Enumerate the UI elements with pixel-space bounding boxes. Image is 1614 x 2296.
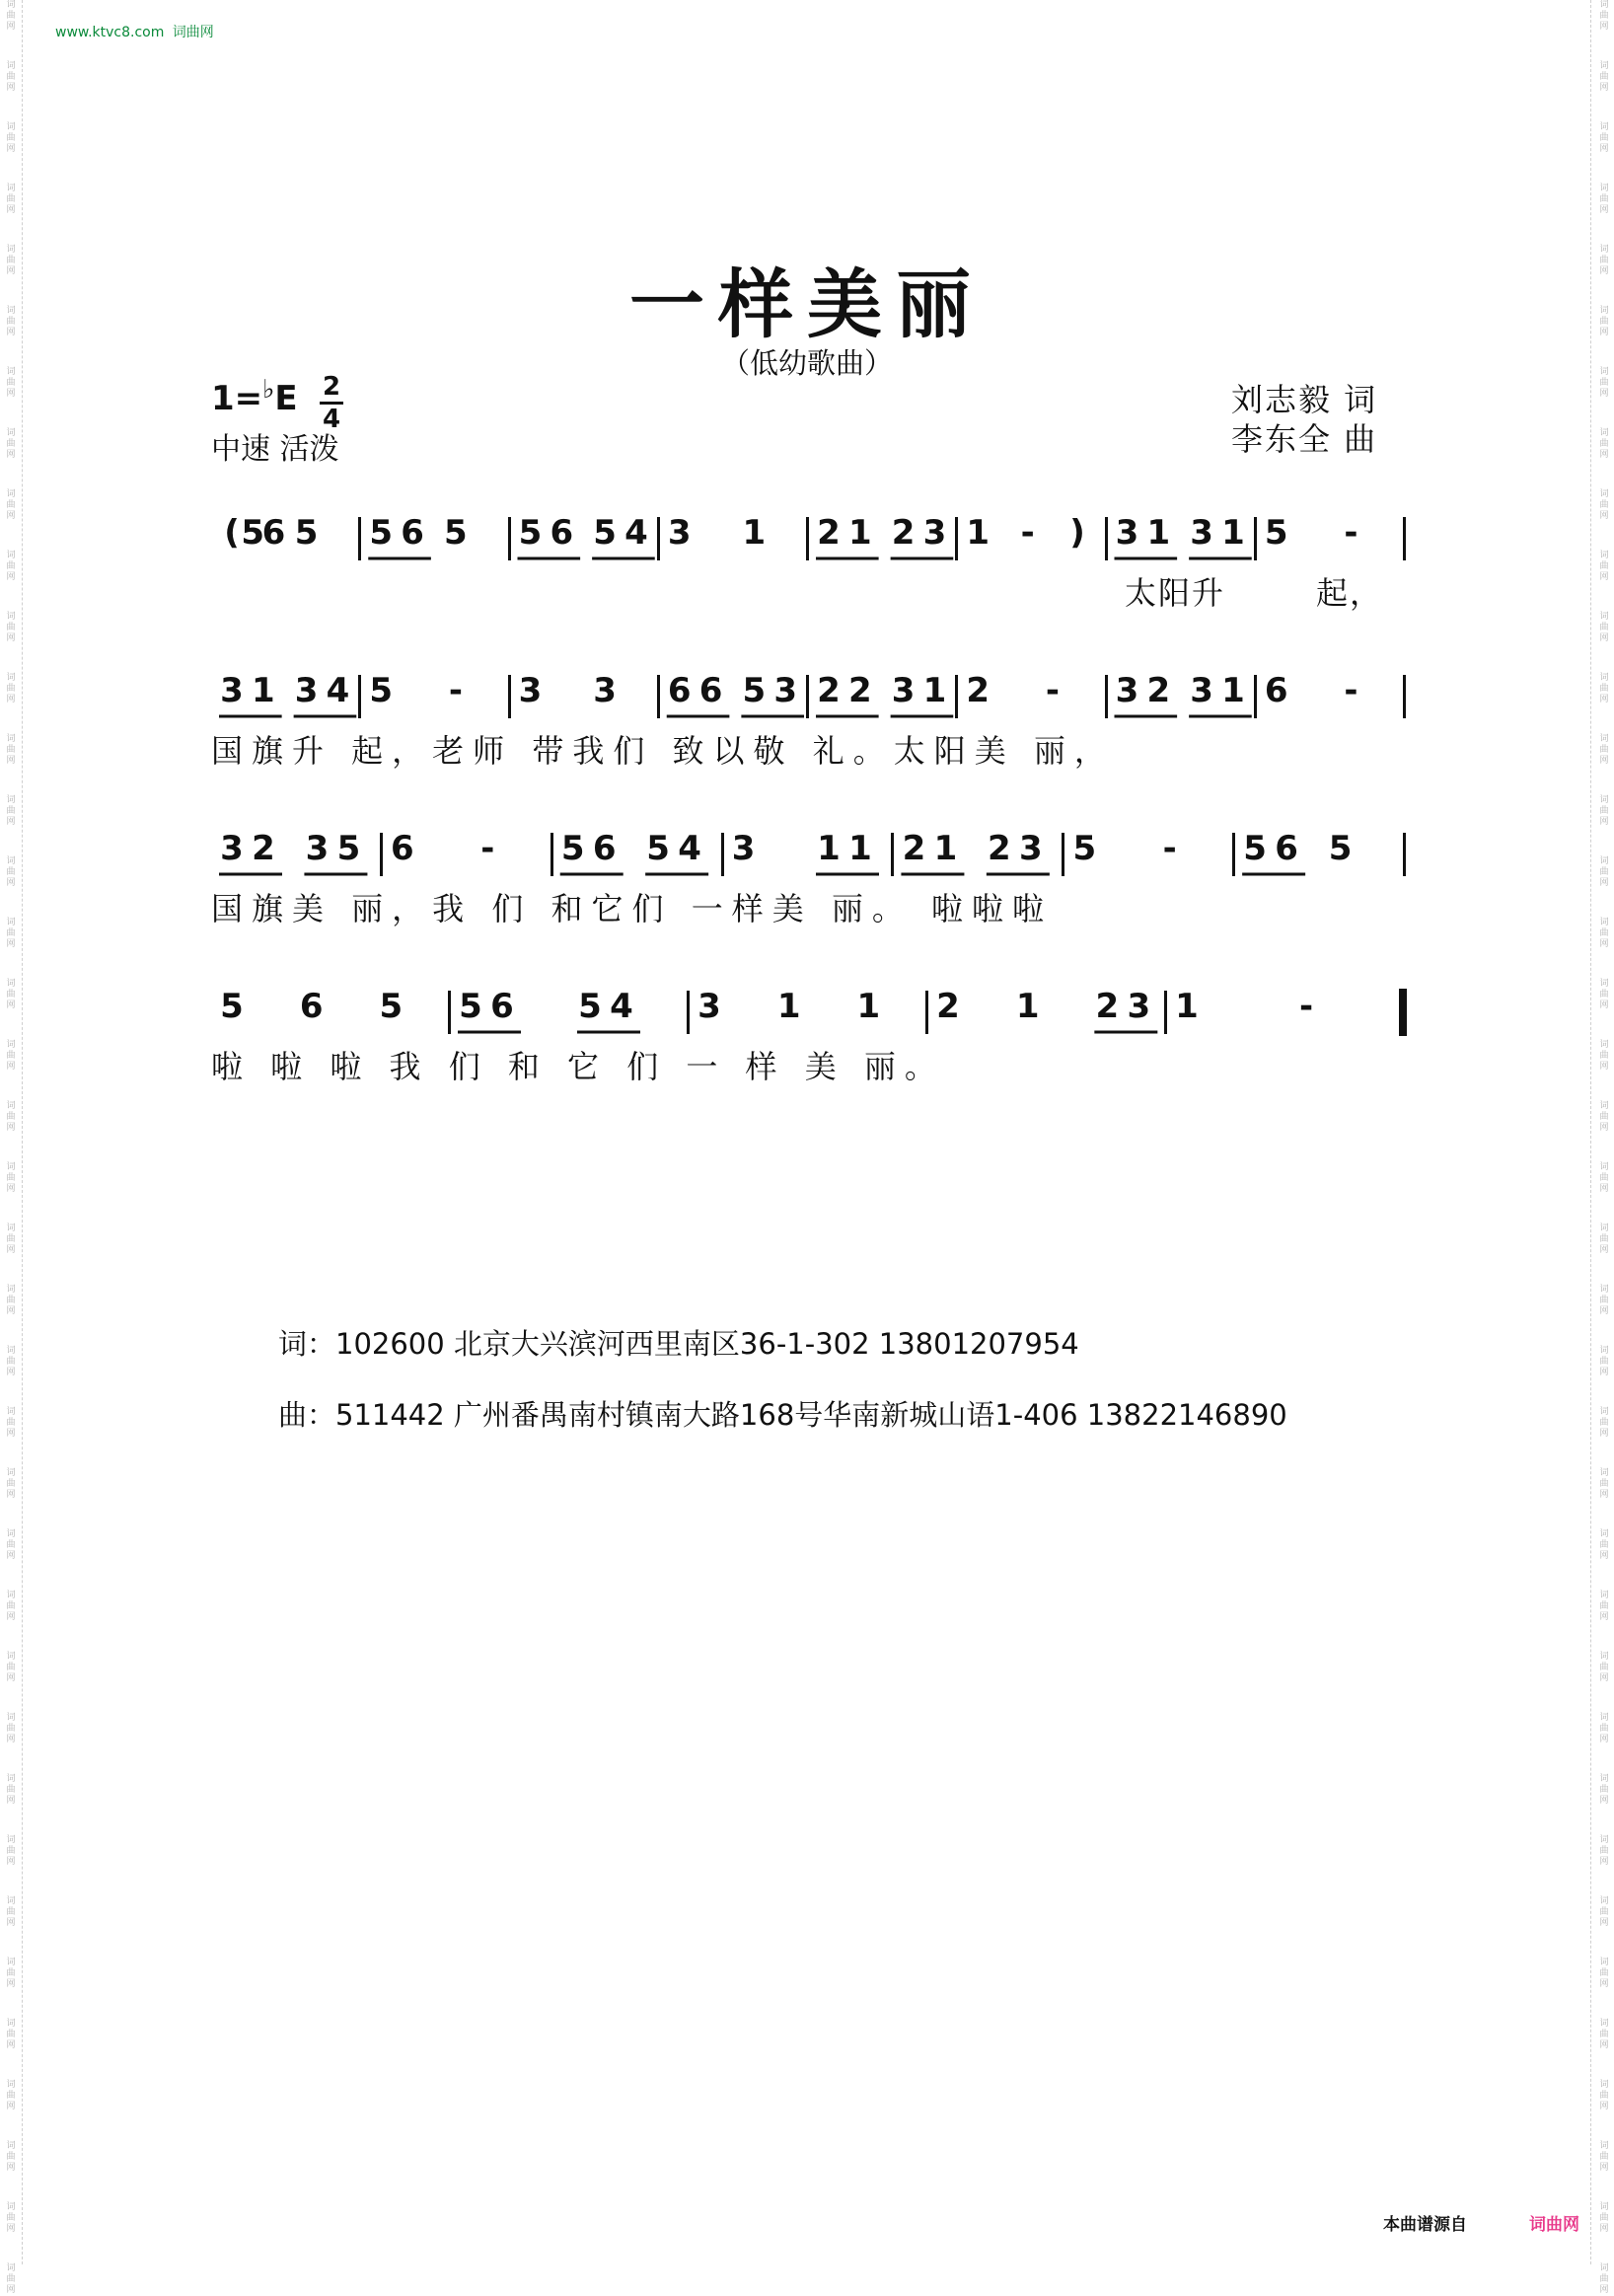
side-watermark: 词 曲 网 (6, 184, 16, 215)
side-watermark: 词 曲 网 (6, 1407, 16, 1439)
bar-line (1403, 833, 1406, 876)
side-watermark: 词 曲 网 (6, 245, 16, 276)
side-watermark: 词 曲 网 (6, 1958, 16, 1989)
side-watermark: 词 曲 网 (6, 1346, 16, 1377)
side-watermark: 词 曲 网 (1599, 2202, 1609, 2234)
note-glyph: 3 (731, 829, 756, 868)
note-glyph: 3 (667, 513, 692, 553)
note-glyph: 6 (592, 829, 617, 868)
note-glyph: 5 (1072, 829, 1097, 868)
side-watermark: 词 曲 网 (1599, 1101, 1609, 1133)
note-glyph: 1 (1015, 987, 1040, 1026)
side-watermark: 词 曲 网 (1599, 1591, 1609, 1622)
side-watermark: 词 曲 网 (6, 734, 16, 766)
note-glyph: 3 (294, 671, 319, 710)
lyric-text: 啦 啦 啦 我 们 和 它 们 一 样 美 丽。 (211, 1048, 945, 1085)
side-watermark: 词 曲 网 (6, 1223, 16, 1255)
final-bar-line (1399, 989, 1407, 1036)
side-watermark: 词 曲 网 (1599, 489, 1609, 521)
note-glyph: 5 (220, 987, 244, 1026)
lyricist-contact: 词：102600 北京大兴滨河西里南区36-1-302 13801207954 (278, 1327, 1079, 1361)
side-watermark: 词 曲 网 (6, 2080, 16, 2111)
note-glyph: 3 (891, 671, 916, 710)
side-watermark: 词 曲 网 (1599, 184, 1609, 215)
side-watermark: 词 曲 网 (6, 1896, 16, 1928)
bar-line (358, 517, 361, 560)
side-watermark: 词 曲 网 (6, 306, 16, 337)
side-watermark: 词 曲 网 (1599, 551, 1609, 582)
note-glyph: 3 (1190, 513, 1213, 553)
note-glyph: 4 (678, 829, 701, 868)
note-glyph: 5 (379, 987, 404, 1026)
note-glyph: 5 (459, 987, 482, 1026)
side-watermark: 词 曲 网 (1599, 2263, 1609, 2295)
note-glyph: 2 (817, 513, 841, 553)
note-glyph: 2 (1095, 987, 1120, 1026)
side-watermark: 词 曲 网 (6, 489, 16, 521)
note-glyph: 5 (1328, 829, 1353, 868)
side-watermark: 词 曲 网 (1599, 2141, 1609, 2173)
lyric-text: 国旗升 起，老师 带我们 致以敬 礼。太阳美 丽， (211, 732, 1115, 770)
note-glyph: - (480, 829, 495, 868)
bar-line (687, 991, 690, 1034)
note-glyph: 3 (922, 513, 947, 553)
note-glyph: 6 (490, 987, 514, 1026)
side-watermark: 词 曲 网 (6, 122, 16, 154)
note-glyph: 1 (776, 987, 801, 1026)
side-watermark: 词 曲 网 (1599, 306, 1609, 337)
side-watermark: 词 曲 网 (1599, 0, 1609, 32)
footer-source: 本曲谱源自 (1383, 2215, 1467, 2235)
side-watermark: 词 曲 网 (1599, 1162, 1609, 1194)
side-watermark: 词 曲 网 (6, 1652, 16, 1683)
note-glyph: - (1344, 671, 1358, 710)
side-watermark: 词 曲 网 (1599, 1529, 1609, 1561)
note-glyph: 5 (742, 671, 767, 710)
note-glyph: 2 (988, 829, 1011, 868)
side-watermark: 词 曲 网 (1599, 1896, 1609, 1928)
song-subtitle: （低幼歌曲） (720, 346, 893, 380)
side-watermark: 词 曲 网 (1599, 1835, 1609, 1867)
note-glyph: 3 (220, 829, 244, 868)
bar-line (1164, 991, 1167, 1034)
side-watermark: 词 曲 网 (1599, 1223, 1609, 1255)
side-watermark: 词 曲 网 (6, 979, 16, 1010)
side-watermark: 词 曲 网 (6, 2202, 16, 2234)
side-watermark: 词 曲 网 (1599, 245, 1609, 276)
side-watermark: 词 曲 网 (6, 612, 16, 643)
bar-line (1403, 517, 1406, 560)
side-watermark: 词 曲 网 (1599, 1285, 1609, 1316)
side-watermark: 词 曲 网 (1599, 61, 1609, 93)
note-glyph: 2 (252, 829, 275, 868)
note-glyph: 1 (1175, 987, 1199, 1026)
side-watermark: 词 曲 网 (1599, 1407, 1609, 1439)
side-watermark: 词 曲 网 (1599, 734, 1609, 766)
note-glyph: 6 (401, 513, 424, 553)
note-glyph: 3 (773, 671, 798, 710)
side-watermark: 词 曲 网 (1599, 1040, 1609, 1072)
note-glyph: 3 (1115, 513, 1139, 553)
note-glyph: 5 (1243, 829, 1267, 868)
note-glyph: ) (1069, 513, 1085, 553)
time-top: 2 (322, 372, 341, 402)
lyric-text: 起， (1316, 574, 1384, 612)
side-watermark: 词 曲 网 (6, 856, 16, 888)
bar-line (1232, 833, 1235, 876)
bar-line (721, 833, 724, 876)
bar-line (806, 517, 809, 560)
note-glyph: 6 (261, 513, 286, 553)
site-name[interactable]: 词曲网 (172, 25, 214, 40)
key-letter: E (274, 379, 298, 418)
note-glyph: - (1045, 671, 1060, 710)
side-watermark: 词 曲 网 (1599, 856, 1609, 888)
side-watermark: 词 曲 网 (6, 1835, 16, 1867)
bar-line (448, 991, 451, 1034)
note-glyph: 1 (856, 987, 881, 1026)
note-glyph: 6 (299, 987, 324, 1026)
side-watermark: 词 曲 网 (1599, 1346, 1609, 1377)
note-glyph: 2 (1146, 671, 1171, 710)
side-watermark: 词 曲 网 (1599, 2080, 1609, 2111)
note-glyph: - (1298, 987, 1314, 1026)
side-watermark: 词 曲 网 (1599, 1774, 1609, 1806)
side-watermark: 词 曲 网 (6, 918, 16, 949)
note-glyph: 2 (891, 513, 916, 553)
bar-line (550, 833, 553, 876)
bar-line (925, 991, 928, 1034)
side-watermark: 词 曲 网 (6, 2019, 16, 2050)
bar-line (806, 675, 809, 718)
note-glyph: 5 (578, 987, 602, 1026)
note-glyph: 6 (1264, 671, 1288, 710)
flat-icon: ♭ (262, 375, 275, 405)
note-glyph: 1 (1221, 513, 1245, 553)
bar-line (1403, 675, 1406, 718)
note-glyph: 2 (966, 671, 990, 710)
note-glyph: 3 (1190, 671, 1213, 710)
side-watermark: 词 曲 网 (1599, 2019, 1609, 2050)
note-glyph: 1 (1146, 513, 1171, 553)
note-glyph: 3 (220, 671, 244, 710)
note-glyph: 3 (697, 987, 721, 1026)
side-watermark: 词 曲 网 (6, 1468, 16, 1500)
side-watermark: 词 曲 网 (6, 1285, 16, 1316)
side-watermark: 词 曲 网 (1599, 428, 1609, 460)
side-watermark: 词 曲 网 (1599, 1713, 1609, 1744)
bar-line (1105, 517, 1108, 560)
music-score (0, 0, 1614, 1135)
bar-line (358, 675, 361, 718)
lyric-text: 国旗美 丽，我 们 和它们 一样美 丽。 啦啦啦 (211, 890, 1054, 927)
side-watermark: 词 曲 网 (6, 1101, 16, 1133)
note-glyph: 1 (933, 829, 958, 868)
footer-brand-link[interactable]: 词曲网 (1529, 2215, 1579, 2235)
side-watermark: 词 曲 网 (6, 2263, 16, 2295)
note-glyph: 2 (902, 829, 926, 868)
note-glyph: 5 (369, 671, 394, 710)
note-glyph: 4 (610, 987, 633, 1026)
side-watermark: 词 曲 网 (6, 1774, 16, 1806)
note-glyph: 5 (444, 513, 468, 553)
side-watermark: 词 曲 网 (6, 0, 16, 32)
note-glyph: 6 (667, 671, 692, 710)
note-glyph: 2 (817, 671, 841, 710)
note-glyph: 2 (847, 671, 872, 710)
bar-line (657, 517, 660, 560)
note-glyph: 3 (305, 829, 330, 868)
note-glyph: 3 (1127, 987, 1151, 1026)
side-watermark: 词 曲 网 (6, 1713, 16, 1744)
note-glyph: 5 (593, 513, 617, 553)
lyric-text: 太阳升 (1125, 574, 1226, 612)
note-glyph: 2 (936, 987, 960, 1026)
note-glyph: - (448, 671, 463, 710)
bar-line (1105, 675, 1108, 718)
note-glyph: 4 (624, 513, 648, 553)
note-glyph: ( (224, 513, 240, 553)
note-glyph: - (1344, 513, 1358, 553)
note-glyph: 4 (326, 671, 350, 710)
composer-credit: 李东全 曲 (1231, 420, 1378, 458)
side-watermark: 词 曲 网 (6, 673, 16, 704)
side-watermark: 词 曲 网 (1599, 795, 1609, 827)
note-glyph: 1 (251, 671, 275, 710)
side-watermark: 词 曲 网 (6, 795, 16, 827)
bar-line (508, 517, 511, 560)
note-glyph: 1 (817, 829, 841, 868)
note-glyph: 3 (1115, 671, 1139, 710)
bar-line (508, 675, 511, 718)
side-watermark: 词 曲 网 (1599, 367, 1609, 399)
song-title: 一样美丽 (629, 260, 985, 348)
note-glyph: 1 (966, 513, 990, 553)
side-watermark: 词 曲 网 (1599, 1958, 1609, 1989)
note-glyph: 1 (847, 513, 872, 553)
note-glyph: 3 (1019, 829, 1043, 868)
side-watermark: 词 曲 网 (6, 1040, 16, 1072)
note-glyph: 1 (742, 513, 767, 553)
bar-line (891, 833, 894, 876)
note-glyph: 5 (1264, 513, 1288, 553)
note-glyph: 5 (560, 829, 585, 868)
side-watermark: 词 曲 网 (6, 1591, 16, 1622)
side-watermark: 词 曲 网 (1599, 1652, 1609, 1683)
bar-line (955, 675, 958, 718)
note-glyph: - (1162, 829, 1177, 868)
side-watermark: 词 曲 网 (6, 1162, 16, 1194)
note-glyph: 3 (593, 671, 617, 710)
note-glyph: 3 (518, 671, 543, 710)
side-watermark: 词 曲 网 (6, 551, 16, 582)
bar-line (1254, 517, 1257, 560)
side-watermark: 词 曲 网 (1599, 918, 1609, 949)
bar-line (1254, 675, 1257, 718)
composer-contact: 曲：511442 广州番禺南村镇南大路168号华南新城山语1-406 13822146890 (278, 1398, 1287, 1432)
side-watermark: 词 曲 网 (1599, 122, 1609, 154)
note-glyph: 5 (241, 513, 265, 553)
note-glyph: 1 (848, 829, 872, 868)
note-glyph: - (1020, 513, 1035, 553)
note-glyph: 6 (550, 513, 574, 553)
side-watermark: 词 曲 网 (1599, 673, 1609, 704)
time-bottom: 4 (322, 405, 341, 434)
lyricist-credit: 刘志毅 词 (1231, 381, 1378, 418)
note-glyph: 6 (698, 671, 723, 710)
note-glyph: 1 (1221, 671, 1245, 710)
bar-line (955, 517, 958, 560)
note-glyph: 5 (294, 513, 319, 553)
note-glyph: 6 (1275, 829, 1298, 868)
side-watermark: 词 曲 网 (1599, 1468, 1609, 1500)
note-glyph: 5 (518, 513, 543, 553)
side-watermark: 词 曲 网 (6, 2141, 16, 2173)
note-glyph: 6 (391, 829, 414, 868)
side-watermark: 词 曲 网 (6, 61, 16, 93)
bar-line (380, 833, 383, 876)
note-glyph: 5 (369, 513, 394, 553)
tempo-marking: 中速 活泼 (211, 432, 339, 467)
bar-line (1062, 833, 1064, 876)
note-glyph: 1 (922, 671, 947, 710)
side-watermark: 词 曲 网 (1599, 612, 1609, 643)
key-prefix: 1= (211, 379, 263, 418)
site-url[interactable]: www.ktvc8.com (55, 25, 165, 40)
side-watermark: 词 曲 网 (1599, 979, 1609, 1010)
note-glyph: 5 (646, 829, 670, 868)
side-watermark: 词 曲 网 (6, 428, 16, 460)
bar-line (657, 675, 660, 718)
note-glyph: 5 (336, 829, 361, 868)
side-watermark: 词 曲 网 (6, 1529, 16, 1561)
side-watermark: 词 曲 网 (6, 367, 16, 399)
